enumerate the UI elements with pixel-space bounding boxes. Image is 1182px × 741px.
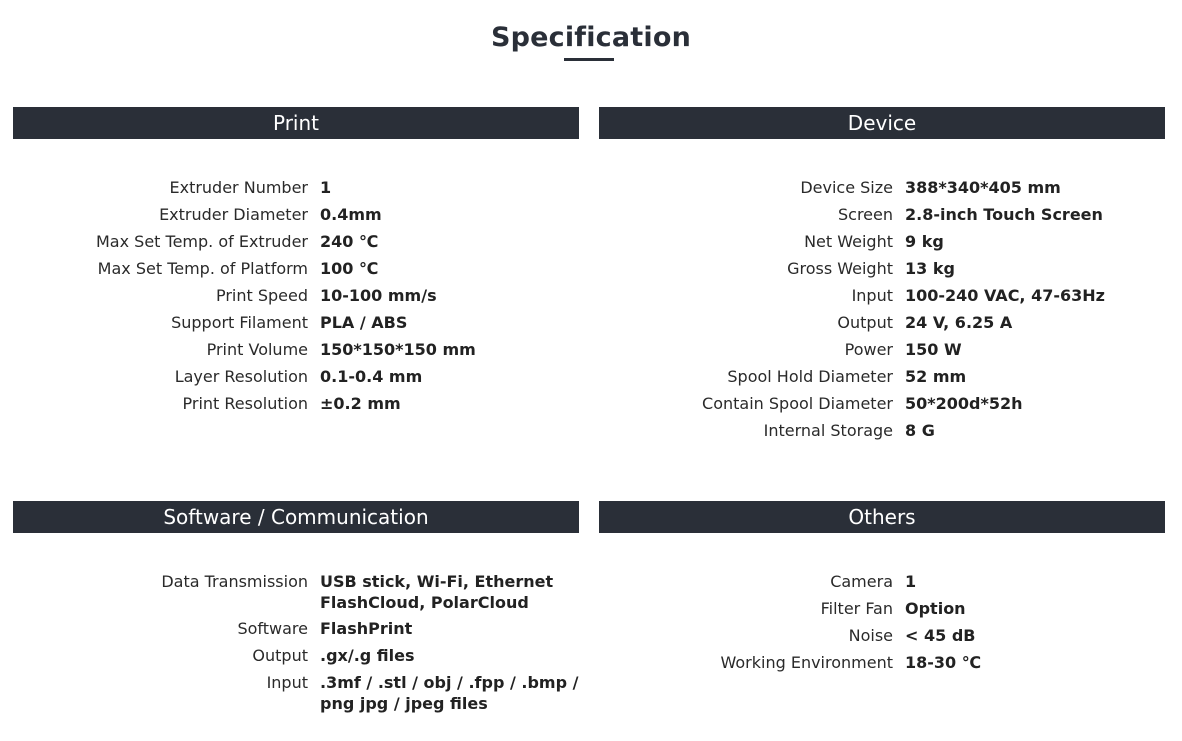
spec-label: Print Volume: [206, 340, 308, 359]
spec-row-net-weight: [599, 231, 1165, 253]
spec-row-support-filament: [13, 312, 579, 334]
spec-label: Support Filament: [171, 313, 308, 332]
spec-label: Extruder Diameter: [159, 205, 308, 224]
spec-row-contain-spool-diameter: [599, 393, 1165, 415]
spec-label: Print Speed: [215, 286, 308, 305]
device-section-header: Device: [599, 107, 1165, 139]
spec-value: 10-100 mm/s: [320, 286, 437, 305]
spec-row-extruder-diameter: [13, 204, 579, 226]
spec-row-gross-weight: [599, 258, 1165, 280]
spec-label: Working Environment: [720, 653, 893, 672]
spec-label: Max Set Temp. of Platform: [97, 259, 308, 278]
spec-row-power: [599, 339, 1165, 361]
spec-value: 1: [905, 572, 917, 591]
spec-row-spool-hold-diameter: [599, 366, 1165, 388]
spec-value: PLA / ABS: [320, 313, 408, 332]
spec-label: Output: [837, 313, 893, 332]
others-spec-list: [599, 571, 1165, 679]
spec-label: Screen: [837, 205, 893, 224]
title-underline: [564, 58, 614, 61]
spec-value-line2: FlashCloud, PolarCloud: [320, 593, 529, 612]
spec-label: Spool Hold Diameter: [727, 367, 893, 386]
spec-value: 240 ℃: [320, 232, 379, 251]
spec-row-max-temp-extruder: [13, 231, 579, 253]
spec-label: Output: [252, 646, 308, 665]
spec-row-working-environment: [599, 652, 1165, 674]
spec-label: Camera: [830, 572, 893, 591]
spec-row-output: [599, 312, 1165, 334]
spec-value: 9 kg: [905, 232, 944, 251]
software-section-header: Software / Communication: [13, 501, 579, 533]
page-title: Specification: [490, 22, 692, 53]
print-spec-list: [13, 177, 579, 420]
spec-value: < 45 dB: [905, 626, 976, 645]
spec-value: 2.8-inch Touch Screen: [905, 205, 1103, 224]
software-spec-list: [13, 571, 579, 719]
others-section-header: Others: [599, 501, 1165, 533]
spec-value: 150 W: [905, 340, 962, 359]
spec-row-software: [13, 618, 579, 640]
spec-value: 50*200d*52h: [905, 394, 1023, 413]
spec-label: Contain Spool Diameter: [702, 394, 893, 413]
device-section: [599, 107, 1165, 440]
spec-row-input: [599, 285, 1165, 307]
spec-row-print-speed: [13, 285, 579, 307]
spec-label: Input: [851, 286, 893, 305]
spec-row-device-size: [599, 177, 1165, 199]
spec-label: Power: [844, 340, 893, 359]
spec-value: 13 kg: [905, 259, 955, 278]
spec-row-output: [13, 645, 579, 667]
others-section: [599, 501, 1165, 672]
software-section: [13, 501, 579, 713]
spec-row-data-transmission: [13, 571, 579, 613]
spec-row-noise: [599, 625, 1165, 647]
device-spec-list: [599, 177, 1165, 447]
spec-value: .gx/.g files: [320, 646, 415, 665]
print-section-header: Print: [13, 107, 579, 139]
spec-row-filter-fan: [599, 598, 1165, 620]
spec-value: 388*340*405 mm: [905, 178, 1061, 197]
spec-row-max-temp-platform: [13, 258, 579, 280]
spec-label: Internal Storage: [763, 421, 893, 440]
spec-label: Gross Weight: [787, 259, 893, 278]
spec-row-print-volume: [13, 339, 579, 361]
spec-label: Device Size: [800, 178, 893, 197]
spec-label: Extruder Number: [169, 178, 308, 197]
print-section: [13, 107, 579, 413]
spec-value: 100 ℃: [320, 259, 379, 278]
spec-row-internal-storage: [599, 420, 1165, 442]
spec-value: Option: [905, 599, 966, 618]
spec-value: 52 mm: [905, 367, 967, 386]
spec-value: 18-30 ℃: [905, 653, 982, 672]
spec-value: 100-240 VAC, 47-63Hz: [905, 286, 1105, 305]
spec-value: ±0.2 mm: [320, 394, 401, 413]
spec-label: Max Set Temp. of Extruder: [96, 232, 308, 251]
spec-value: FlashPrint: [320, 619, 413, 638]
spec-value-group: [320, 672, 578, 714]
spec-row-print-resolution: [13, 393, 579, 415]
spec-value: 8 G: [905, 421, 935, 440]
spec-value: 150*150*150 mm: [320, 340, 476, 359]
spec-label: Data Transmission: [161, 572, 308, 591]
spec-label: Print Resolution: [182, 394, 308, 413]
spec-value-group: [320, 571, 553, 613]
spec-label: Net Weight: [804, 232, 893, 251]
spec-label: Input: [266, 673, 308, 692]
spec-value: 24 V, 6.25 A: [905, 313, 1013, 332]
spec-row-extruder-number: [13, 177, 579, 199]
spec-label: Filter Fan: [820, 599, 893, 618]
spec-label: Noise: [848, 626, 893, 645]
spec-row-input: [13, 672, 579, 714]
spec-value: 0.4mm: [320, 205, 382, 224]
spec-value: .3mf / .stl / obj / .fpp / .bmp /: [320, 673, 579, 692]
spec-row-layer-resolution: [13, 366, 579, 388]
spec-label: Layer Resolution: [174, 367, 308, 386]
spec-value: 0.1-0.4 mm: [320, 367, 423, 386]
spec-value: 1: [320, 178, 332, 197]
spec-value-line2: png jpg / jpeg files: [320, 694, 488, 713]
spec-row-screen: [599, 204, 1165, 226]
spec-value: USB stick, Wi-Fi, Ethernet: [320, 572, 554, 591]
spec-label: Software: [237, 619, 308, 638]
spec-row-camera: [599, 571, 1165, 593]
